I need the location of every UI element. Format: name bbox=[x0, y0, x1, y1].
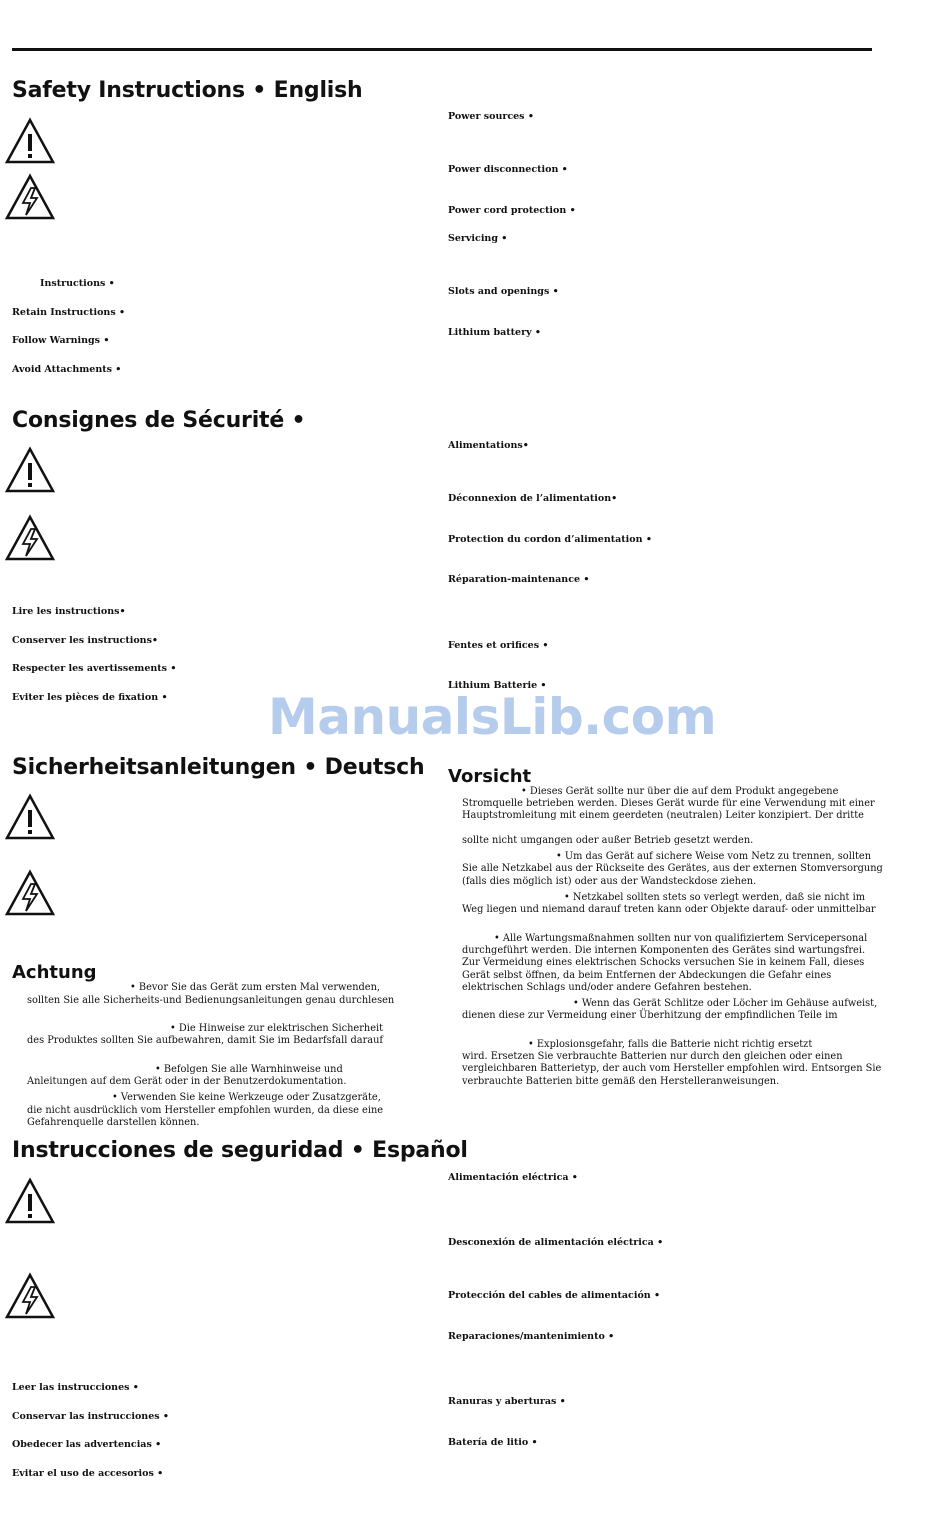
warning-exclamation-icon bbox=[4, 793, 56, 841]
label-power-sources: Power sources • bbox=[448, 111, 534, 122]
label-protection-cordon: Protection du cordon d’alimentation • bbox=[448, 534, 652, 545]
label-deconnexion: Déconnexion de l’alimentation• bbox=[448, 493, 618, 504]
paragraph-line: verbrauchte Batterien bitte gemäß den Herstelleranweisungen. bbox=[462, 1076, 780, 1087]
paragraph-line: • Wenn das Gerät Schlitze oder Löcher im Gehäuse aufweist, bbox=[573, 998, 878, 1009]
warning-exclamation-icon bbox=[4, 117, 56, 165]
label-evitar-accesorios: Evitar el uso de accesorios • bbox=[12, 1468, 164, 1479]
label-lithium-batterie: Lithium Batterie • bbox=[448, 680, 547, 691]
paragraph-line: die nicht ausdrücklich vom Hersteller empfohlen wurden, da diese eine bbox=[27, 1105, 384, 1116]
paragraph-line: • Befolgen Sie alle Warnhinweise und bbox=[155, 1064, 343, 1075]
paragraph-line: Zur Vermeidung eines elektrischen Schocks versuchen Sie in keinem Fall, dieses bbox=[462, 957, 865, 968]
paragraph-line: sollte nicht umgangen oder außer Betrieb gesetzt werden. bbox=[462, 835, 754, 846]
electric-shock-warning-icon bbox=[4, 173, 56, 221]
label-lithium-battery: Lithium battery • bbox=[448, 327, 541, 338]
paragraph-line: • Bevor Sie das Gerät zum ersten Mal verwenden, bbox=[130, 982, 380, 993]
label-instructions: Instructions • bbox=[40, 278, 115, 289]
paragraph-line: Gefahrenquelle darstellen können. bbox=[27, 1117, 200, 1128]
heading-english: Safety Instructions • English bbox=[12, 78, 363, 103]
paragraph-line: Sie alle Netzkabel aus der Rückseite des Gerätes, aus der externen Stomversorgung bbox=[462, 863, 883, 874]
paragraph-line: • Die Hinweise zur elektrischen Sicherheit bbox=[170, 1023, 384, 1034]
paragraph-line: • Verwenden Sie keine Werkzeuge oder Zusatzgeräte, bbox=[112, 1092, 381, 1103]
paragraph-line: wird. Ersetzen Sie verbrauchte Batterien nur durch den gleichen oder einen bbox=[462, 1051, 843, 1062]
heading-achtung: Achtung bbox=[12, 962, 97, 983]
paragraph-line: Gerät selbst öffnen, da beim Entfernen der Abdeckungen die Gefahr eines bbox=[462, 970, 832, 981]
paragraph-line: dienen diese zur Vermeidung einer Überhitzung der empfindlichen Teile im bbox=[462, 1010, 838, 1021]
paragraph-line: • Dieses Gerät sollte nur über die auf dem Produkt angegebene bbox=[521, 786, 839, 797]
label-obedecer-advertencias: Obedecer las advertencias • bbox=[12, 1439, 162, 1450]
warning-exclamation-icon bbox=[4, 446, 56, 494]
paragraph-line: Weg liegen und niemand darauf treten kann oder Objekte darauf- oder unmittelbar bbox=[462, 904, 876, 915]
paragraph-line: • Um das Gerät auf sichere Weise vom Netz zu trennen, sollten bbox=[556, 851, 872, 862]
label-retain-instructions: Retain Instructions • bbox=[12, 307, 126, 318]
label-reparation: Réparation-maintenance • bbox=[448, 574, 590, 585]
heading-french: Consignes de Sécurité • bbox=[12, 408, 306, 433]
label-ranuras-aberturas: Ranuras y aberturas • bbox=[448, 1396, 566, 1407]
label-power-cord-protection: Power cord protection • bbox=[448, 205, 576, 216]
top-rule bbox=[12, 48, 872, 51]
label-lire-instructions: Lire les instructions• bbox=[12, 606, 126, 617]
paragraph-line: (falls dies möglich ist) oder aus der Wandsteckdose ziehen. bbox=[462, 876, 757, 887]
warning-exclamation-icon bbox=[4, 1177, 56, 1225]
watermark: ManualsLib.com bbox=[268, 688, 717, 746]
label-alimentacion-electrica: Alimentación eléctrica • bbox=[448, 1172, 578, 1183]
label-fentes-orifices: Fentes et orifices • bbox=[448, 640, 549, 651]
label-bateria-litio: Batería de litio • bbox=[448, 1437, 538, 1448]
electric-shock-warning-icon bbox=[4, 1272, 56, 1320]
label-respecter-avertissements: Respecter les avertissements • bbox=[12, 663, 177, 674]
label-conservar-instrucciones: Conservar las instrucciones • bbox=[12, 1411, 169, 1422]
heading-spanish: Instrucciones de seguridad • Español bbox=[12, 1138, 468, 1163]
label-follow-warnings: Follow Warnings • bbox=[12, 335, 110, 346]
paragraph-line: elektrischen Schlags und/oder andere Gefahren bestehen. bbox=[462, 982, 752, 993]
label-eviter-pieces: Eviter les pièces de fixation • bbox=[12, 692, 168, 703]
electric-shock-warning-icon bbox=[4, 869, 56, 917]
label-conserver-instructions: Conserver les instructions• bbox=[12, 635, 158, 646]
label-reparaciones: Reparaciones/mantenimiento • bbox=[448, 1331, 615, 1342]
paragraph-line: sollten Sie alle Sicherheits-und Bedienungsanleitungen genau durchlesen bbox=[27, 995, 395, 1006]
heading-german: Sicherheitsanleitungen • Deutsch bbox=[12, 755, 425, 780]
paragraph-line: • Alle Wartungsmaßnahmen sollten nur von qualifiziertem Servicepersonal bbox=[494, 933, 868, 944]
paragraph-line: des Produktes sollten Sie aufbewahren, damit Sie im Bedarfsfall darauf bbox=[27, 1035, 384, 1046]
electric-shock-warning-icon bbox=[4, 514, 56, 562]
label-leer-instrucciones: Leer las instrucciones • bbox=[12, 1382, 139, 1393]
label-proteccion-cables: Protección del cables de alimentación • bbox=[448, 1290, 661, 1301]
label-desconexion-alimentacion: Desconexión de alimentación eléctrica • bbox=[448, 1237, 664, 1248]
label-alimentations: Alimentations• bbox=[448, 440, 529, 451]
label-avoid-attachments: Avoid Attachments • bbox=[12, 364, 122, 375]
label-slots-and-openings: Slots and openings • bbox=[448, 286, 559, 297]
paragraph-line: durchgeführt werden. Die internen Komponenten des Gerätes sind wartungsfrei. bbox=[462, 945, 866, 956]
paragraph-line: • Netzkabel sollten stets so verlegt werden, daß sie nicht im bbox=[564, 892, 865, 903]
paragraph-line: Stromquelle betrieben werden. Dieses Gerät wurde für eine Verwendung mit einer bbox=[462, 798, 875, 809]
label-power-disconnection: Power disconnection • bbox=[448, 164, 568, 175]
heading-vorsicht: Vorsicht bbox=[448, 766, 532, 787]
paragraph-line: Anleitungen auf dem Gerät oder in der Benutzerdokumentation. bbox=[27, 1076, 347, 1087]
paragraph-line: Hauptstromleitung mit einem geerdeten (neutralen) Leiter konzipiert. Der dritte bbox=[462, 810, 864, 821]
paragraph-line: vergleichbaren Batterietyp, der auch vom Hersteller empfohlen wird. Entsorgen Sie bbox=[462, 1063, 882, 1074]
label-servicing: Servicing • bbox=[448, 233, 508, 244]
paragraph-line: • Explosionsgefahr, falls die Batterie nicht richtig ersetzt bbox=[528, 1039, 813, 1050]
